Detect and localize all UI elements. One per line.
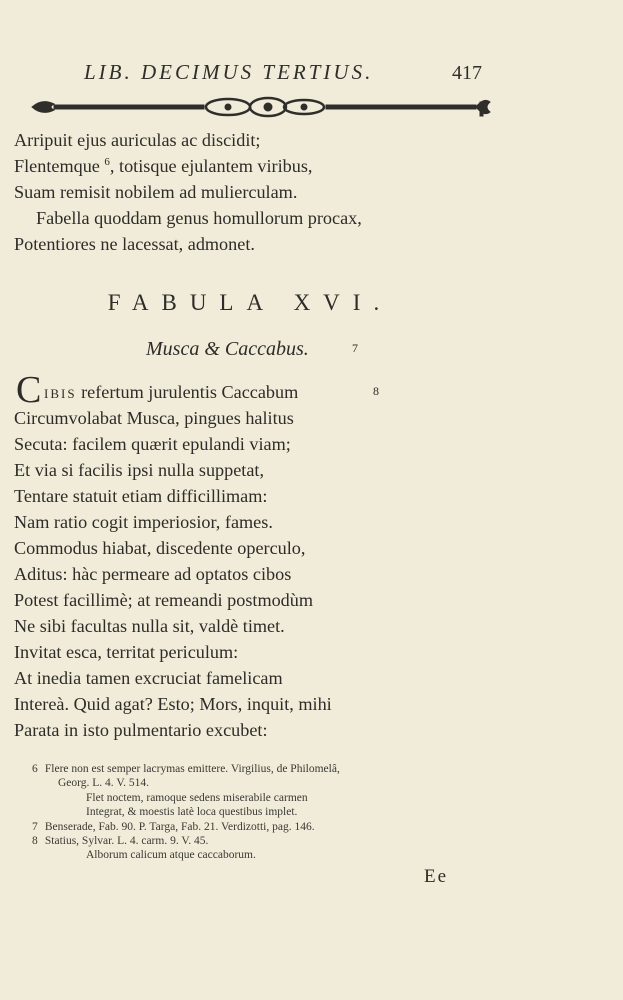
footnote-text: Benserade, Fab. 90. P. Targa, Fab. 21. Verdizotti, pag. 146. (44, 820, 315, 833)
verse-line: Ne sibi facultas nulla sit, valdè timet. (14, 616, 285, 636)
fable-title: FABULA XVI. (107, 290, 393, 315)
verse-line (44, 380, 298, 406)
fable-subtitle: Musca & Caccabus. (146, 338, 309, 360)
verse-line: Invitat esca, territat periculum: (14, 642, 239, 662)
drop-cap: C (16, 369, 42, 411)
page-number: 417 (452, 62, 482, 84)
first-word-smallcaps: ibis (44, 382, 77, 402)
footnote-6 (32, 762, 512, 776)
verse-text: refertum jurulentis Caccabum (76, 382, 299, 402)
footnote-ref-6: 6 (104, 155, 110, 168)
page-header (0, 60, 623, 90)
footnote-number: 6 (32, 763, 38, 775)
verse-line: Et via si facilis ipsi nulla suppetat, (14, 460, 265, 480)
verse-line: Suam remisit nobilem ad mulierculam. (14, 182, 298, 202)
footnote-number: 8 (32, 835, 38, 848)
footnote-text: Statius, Sylvar. L. 4. carm. 9. V. 45. (44, 835, 209, 848)
verse-line: Circumvolabat Musca, pingues halitus (14, 408, 294, 428)
ornamental-rule-icon (28, 92, 492, 122)
verse-line: Parata in isto pulmentario excubet: (14, 720, 268, 740)
verse-line: At inedia tamen excruciat famelicam (14, 668, 283, 688)
verse-line: Fabella quoddam genus homullorum procax, (36, 208, 362, 228)
verse-line: Potest facillimè; at remeandi postmodùm (14, 590, 314, 610)
verse-line: Commodus hiabat, discedente operculo, (14, 538, 306, 558)
verse-line: Arripuit ejus auriculas ac discidit; (14, 130, 261, 150)
verse-line: Potentiores ne lacessat, admonet. (14, 234, 255, 254)
footnote-text: Georg. L. 4. V. 514. (58, 777, 150, 790)
footnote-8 (32, 834, 512, 848)
footnote-ref-7: 7 (352, 341, 358, 355)
footnote-number: 7 (32, 820, 38, 833)
verse-text: Flentemque (14, 156, 100, 176)
footnote-quote: Integrat, & moestis latè loca questibus implet. (86, 806, 298, 819)
verse-line: Tentare statuit etiam difficillimam: (14, 486, 268, 506)
running-title: LIB. DECIMUS TERTIUS. (84, 60, 374, 84)
footnote-quote: Flet noctem, ramoque sedens miserabile carmen (86, 791, 308, 804)
signature-mark: Ee (424, 866, 449, 887)
verse-line: Aditus: hàc permeare ad optatos cibos (14, 564, 292, 584)
footnotes (32, 762, 512, 863)
footnote-ref-8: 8 (373, 384, 379, 398)
footnote-quote: Alborum calicum atque caccaborum. (86, 849, 256, 862)
verse-line: Nam ratio cogit imperiosior, fames. (14, 512, 273, 532)
footnote-text: Flere non est semper lacrymas emittere. Virgilius, de Philomelâ, (44, 763, 340, 775)
verse-text: , totisque ejulantem viribus, (109, 156, 313, 176)
verse-line: Intereà. Quid agat? Esto; Mors, inquit, mihi (14, 694, 332, 714)
footnote-7 (32, 820, 512, 834)
verse-line: Secuta: facilem quærit epulandi viam; (14, 434, 291, 454)
verse-line (14, 154, 312, 180)
